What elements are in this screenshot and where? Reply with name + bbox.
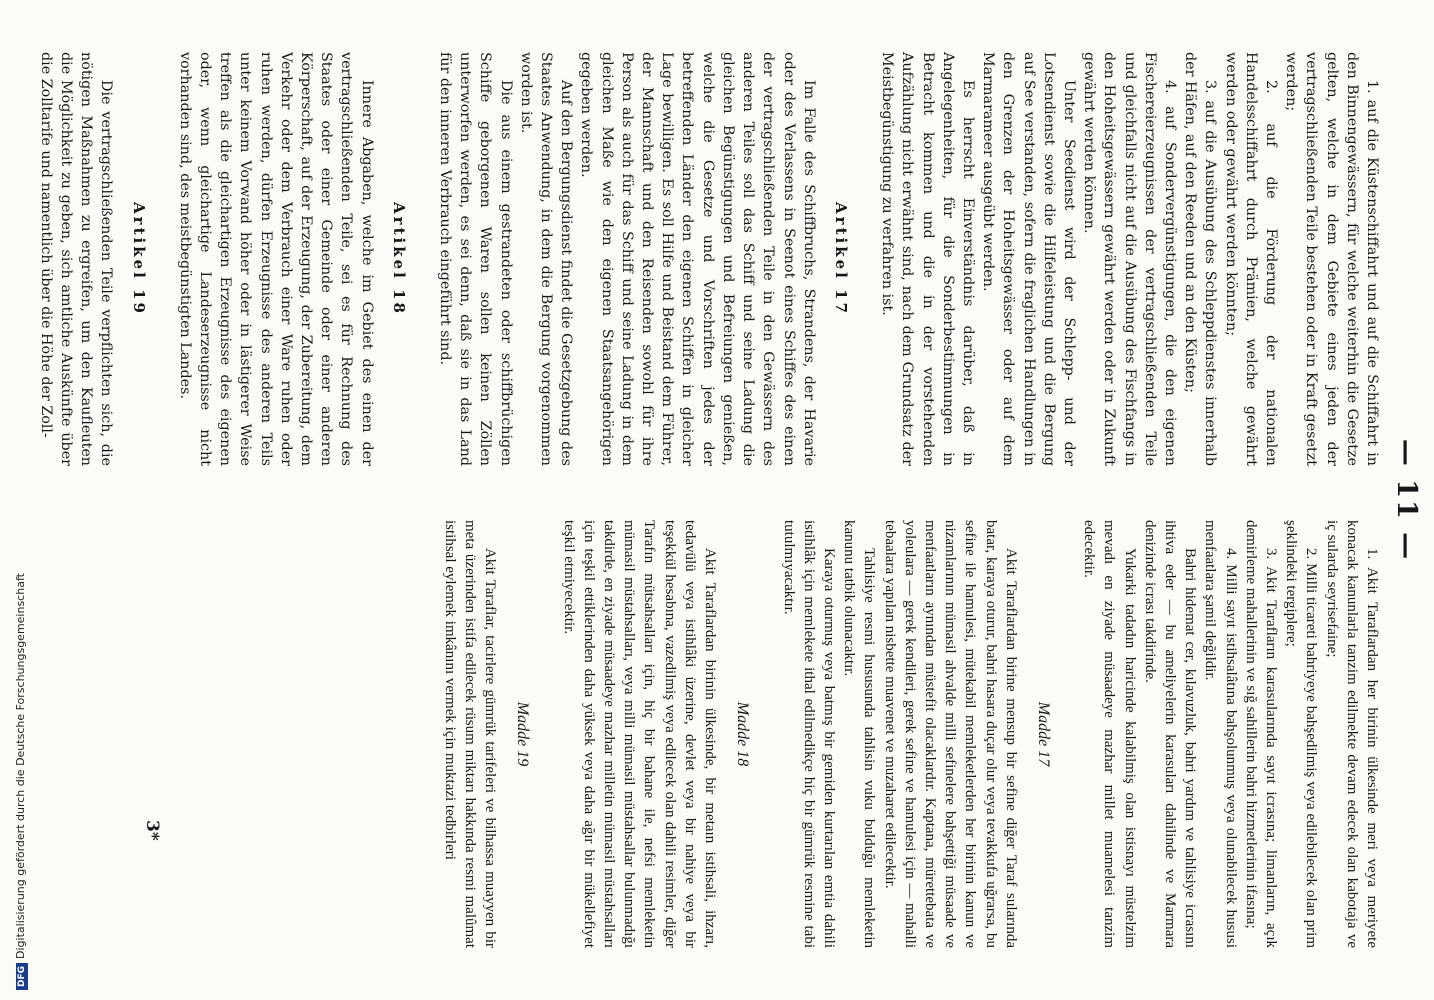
paragraph: Innere Abgaben, welche im Gebiet des einen der vertragschließenden Teile, sei es für Rechnung des Staates oder einer Gemeinde oder einer anderen Körperschaft, auf der Erzeugung, der Zubereitung, dem Verkehr oder dem Verbrauch einer Ware ruhen oder ruhen werden, dürfen Erzeugnisse des anderen Teils unter keinem Vorwand höher oder in lästigerer Weise treffen als die gleichartigen Erzeugnisse des eigenen oder, wenn gleichartige Landeserzeugnisse nicht vorhanden sind, des meistbegünstigten Landes. xyxy=(176,52,375,466)
paragraph: 1. auf die Küstenschiffahrt und auf die Schiffahrt in den Binnengewässern, für welche weiterhin die Gesetze gelten, welche in dem Gebiete eines jeden der vertragschließenden Teile bestehen oder in Kraft gesetzt werden; xyxy=(1283,52,1380,466)
paragraph: 4. Milli sayıt istihsalâtına bahşolunmuş veya olunabilecek hususi menfaatlara şamil değildir. xyxy=(1202,520,1239,948)
paragraph: Es herrscht Einverständnis darüber, daß in Angelegenheiten, für die Sonderbestimmungen in Betracht kommen und die in der vorstehenden Aufzählung nicht erwähnt sind, nach dem Grundsatz der Meistbegünstigung zu verfahren ist. xyxy=(879,52,976,466)
paragraph: Akit Taraflar, tacirlere gümrük tarifeleri ve bilhassa muayyen bir meta üzerinden istifa edilecek rüsum miktarı hakkında resmi malûmat istihsal eylemek imkânını vermek için muktazi tedbirleri xyxy=(441,520,499,948)
article-heading: Madde 18 xyxy=(734,701,752,767)
paragraph: 3. Akit Tarafların karasularında sayıt icrasına; limanların, açık demirleme mahallerinin ve sığ sahillerin bahri hizmetlerinin ifasına; xyxy=(1242,520,1279,948)
paragraph: Die vertragschließenden Teile verpflichten sich, die nötigen Maßnahmen zu ergreifen, um den Kaufleuten die Möglichkeit zu geben, sich amtliche Auskünfte über die Zolltarife und namentlich über die Höhe der Zoll- xyxy=(37,52,115,466)
page-number: — 11 — xyxy=(1391,438,1422,562)
paragraph: 3. auf die Ausübung des Schleppdienstes innerhalb der Häfen, auf den Reeden und an den Küsten; xyxy=(1182,52,1219,466)
digitization-note: Digitalisierung gefördert durch die Deutsche Forschungsgemeinschaft xyxy=(14,573,27,959)
turkish-text-column xyxy=(440,520,1382,948)
paragraph: Unter Seedienst wird der Schlepp- und der Lotsendienst sowie die Hilfeleistung und die Bergung auf See verstanden, sofern die fraglichen Handlungen in den Grenzen der Hoheitsgewässer oder auf dem Marmarameer ausgeübt werden. xyxy=(980,52,1077,466)
paragraph: Akit Taraflardan birine mensup bir sefine diğer Taraf sularında batar, karaya oturur, bahri hasara duçar olur veya tevakkufa uğrarsa, bu sefine ile hamulesi, mütekabil memleketlerden her birinin kanun ve nizamlarının mümasil ahvalde milli sefinelere bahşettiği müsaade ve menfaatların aynından müstefit olacaklardır. Kaptana, mürettebata ve yoleulara — gerek kendileri, gerek sefine ve hamulesi için — mahalli tebaalara yapılan nisbette muavenet ve muzaharet edilecektir. xyxy=(881,520,1019,948)
paragraph: Bahri hidemat cer, kılavuzluk, bahri yardım ve tahlisiye icrasını ihtiva eder — bu ameliyelerin karasuları dahilinde ve Marmara denizinde icrası takdirinde. xyxy=(1141,520,1199,948)
paragraph: Im Falle des Schiffbruchs, Strandens, der Havarie oder des Verlassens in Seenot eines Schiffes des einen der vertragschließenden Teile in den Gewässern des anderen Teiles soll das Schiff und seine Ladung die gleichen Begünstigungen und Befreiungen genießen, welche die Gesetze und Vorschriften jedes der betreffenden Länder den eigenen Schiffen in gleicher Lage bewilligen. Es soll Hilfe und Beistand dem Führer, der Mannschaft und den Reisenden sowohl für ihre Person als auch für das Schiff und seine Ladung in dem gleichen Maße wie den eigenen Staatsangehörigen gegeben werden. xyxy=(578,52,817,466)
paragraph: Akit Taraflardan birinin ülkesinde, bir metaın istihsali, ihzarı, tedavülü veya istihlâki üzerine, devlet veya bir nahiye veya bir teşekkül hesabına, vazedilmiş veya edilecek olan dahili resimler, diğer Tarafın mütsahsalları için, hiç bir bahane ile, nefsi memleketin mümasil müstahsalları, veya milli mümasil müstahsallar bulunmadığı takdirde, en ziyade müsaadeye mazhar milletin mümasil müstahsalları için teşkil ettiklerinden daha yüksek veya daha ağır bir mükellefiyet teşkil etmiyecektir. xyxy=(560,520,719,948)
paragraph: Karaya oturmuş veya batmış bir gemiden kurtarılan emtia dahili istihlâk için memlekete ithal edilmedikçe hiç bir gümrük resmine tabi tutulmıyacaktır. xyxy=(780,520,837,948)
german-text-column xyxy=(36,52,1382,466)
sheet-signature-mark: 3* xyxy=(142,820,162,841)
paragraph: Auf den Bergungsdienst findet die Gesetzgebung des Staates Anwendung, in dem die Bergung vorgenommen worden ist. xyxy=(517,52,575,466)
article-heading: Madde 19 xyxy=(514,701,532,767)
paragraph: 2. Milli ticareti bahriyeye bahşedilmiş veya edilebilecek olan prim şeklindeki tergiplere; xyxy=(1283,520,1320,948)
paragraph: Tahlisiye resmi hususunda tahlisin vuku bulduğu memleketin kanunu tatbik olunacaktır. xyxy=(841,520,878,948)
paragraph: Die aus einem gestrandeten oder schiffbrüchigen Schiffe geborgenen Waren sollen keinen Zöllen unterworfen werden, es sei denn, daß sie in das Land für den inneren Verbrauch eingeführt sind. xyxy=(437,52,514,466)
article-heading: Madde 17 xyxy=(1034,701,1052,767)
dfg-logo-icon: DFG xyxy=(16,963,28,990)
paragraph: Yukarki tadadın haricinde kalabilmiş olan istisnayı müstelzim mevadı en ziyade müsaadeye mazhar millet muamelesi tanzim edecektir. xyxy=(1081,520,1138,948)
digitization-credit xyxy=(14,573,28,990)
article-heading: Artikel 17 xyxy=(831,202,850,316)
paragraph: 1. Akit Taraflardan her birinin ülkesinde meri veya meriyete konacak kanunlarla tanzim edilmekte devam edecek olan kabotaja ve iç sularda seyrisefaine; xyxy=(1323,520,1380,948)
article-heading: Artikel 18 xyxy=(389,202,408,316)
paragraph: 4. auf Sondervergünstigungen, die den eigenen Fischereierzeugnissen der vertragschließenden Teile und gleichfalls nicht auf die Ausübung des Fischfangs in den Hoheitsgewässern gewährt werden oder in Zukunft gewährt werden können. xyxy=(1081,52,1178,466)
article-heading: Artikel 19 xyxy=(129,202,148,316)
paragraph: 2. auf die Förderung der nationalen Handelsschiffahrt durch Prämien, welche gewährt werden oder gewährt werden könnten; xyxy=(1222,52,1279,466)
